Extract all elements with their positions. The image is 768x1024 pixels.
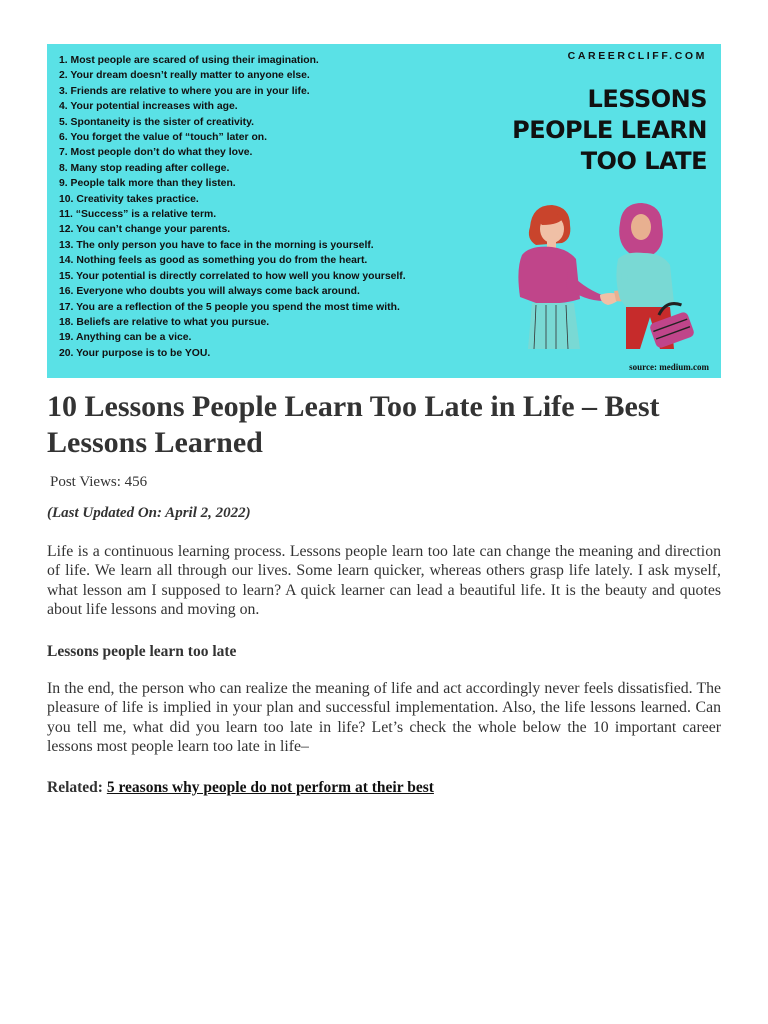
body-paragraph: In the end, the person who can realize the meaning of life and act accordingly never feels dissatisfied. The pleasure of life is implied in your plan and successful implementation. Also, the life lessons learned. Can you tell me, what did you learn too late in life? Let’s check the whole below the 10 important career lessons most people learn too late in life– [47, 680, 721, 756]
banner-title-line: PEOPLE LEARN [512, 116, 707, 144]
handshake-illustration [502, 199, 712, 364]
lessons-list [59, 53, 406, 361]
lesson-item: 19. Anything can be a vice. [59, 332, 192, 344]
related-post [47, 779, 434, 797]
lesson-item: 10. Creativity takes practice. [59, 193, 199, 205]
post-views-count: Post Views: 456 [50, 474, 148, 490]
lesson-item: 16. Everyone who doubts you will always come back around. [59, 286, 360, 298]
lesson-item: 14. Nothing feels as good as something you do from the heart. [59, 255, 368, 267]
banner-title-line: TOO LATE [580, 147, 707, 175]
banner-title-line: LESSONS [587, 85, 707, 113]
lesson-item: 12. You can’t change your parents. [59, 224, 231, 236]
hero-banner-image [47, 44, 721, 378]
lesson-item: 6. You forget the value of “touch” later on. [59, 132, 268, 144]
related-label: Related: [47, 779, 103, 796]
last-updated-date: (Last Updated On: April 2, 2022) [47, 505, 251, 521]
woman-right-figure [616, 203, 695, 349]
lesson-item: 4. Your potential increases with age. [59, 101, 238, 113]
lesson-item: 7. Most people don’t do what they love. [59, 147, 253, 159]
image-source-credit: source: medium.com [629, 362, 709, 372]
lesson-item: 18. Beliefs are relative to what you pursue. [59, 316, 270, 328]
lesson-item: 5. Spontaneity is the sister of creativity. [59, 116, 254, 128]
lesson-item: 13. The only person you have to face in the morning is yourself. [59, 239, 374, 251]
intro-paragraph: Life is a continuous learning process. Lessons people learn too late can change the meaning and direction of life. We learn all through our lives. Some learn quicker, whereas others grasp life lately. I ask myself, what lesson am I supposed to learn? A quick learner can lead a beautiful life. It is the beauty and quotes about life lessons and moving on. [47, 543, 721, 619]
lesson-item: 2. Your dream doesn’t really matter to anyone else. [59, 70, 310, 82]
lesson-item: 9. People talk more than they listen. [59, 178, 236, 190]
lesson-item: 17. You are a reflection of the 5 people you spend the most time with. [59, 301, 400, 313]
lesson-item: 20. Your purpose is to be YOU. [59, 347, 211, 359]
lesson-item: 3. Friends are relative to where you are in your life. [59, 85, 310, 97]
lesson-item: 8. Many stop reading after college. [59, 162, 230, 174]
woman-left-figure [518, 205, 604, 349]
banner-title [447, 84, 707, 177]
lesson-item: 1. Most people are scared of using their imagination. [59, 55, 319, 66]
related-post-link[interactable]: 5 reasons why people do not perform at their best [106, 779, 434, 796]
lesson-item: 11. “Success” is a relative term. [59, 209, 217, 221]
lesson-item: 15. Your potential is directly correlated to how well you know yourself. [59, 270, 406, 282]
brand-logo-text: CAREERCLIFF.COM [567, 50, 707, 62]
section-subheading: Lessons people learn too late [47, 643, 237, 660]
article-title: 10 Lessons People Learn Too Late in Life – Best Lessons Learned [47, 390, 660, 459]
